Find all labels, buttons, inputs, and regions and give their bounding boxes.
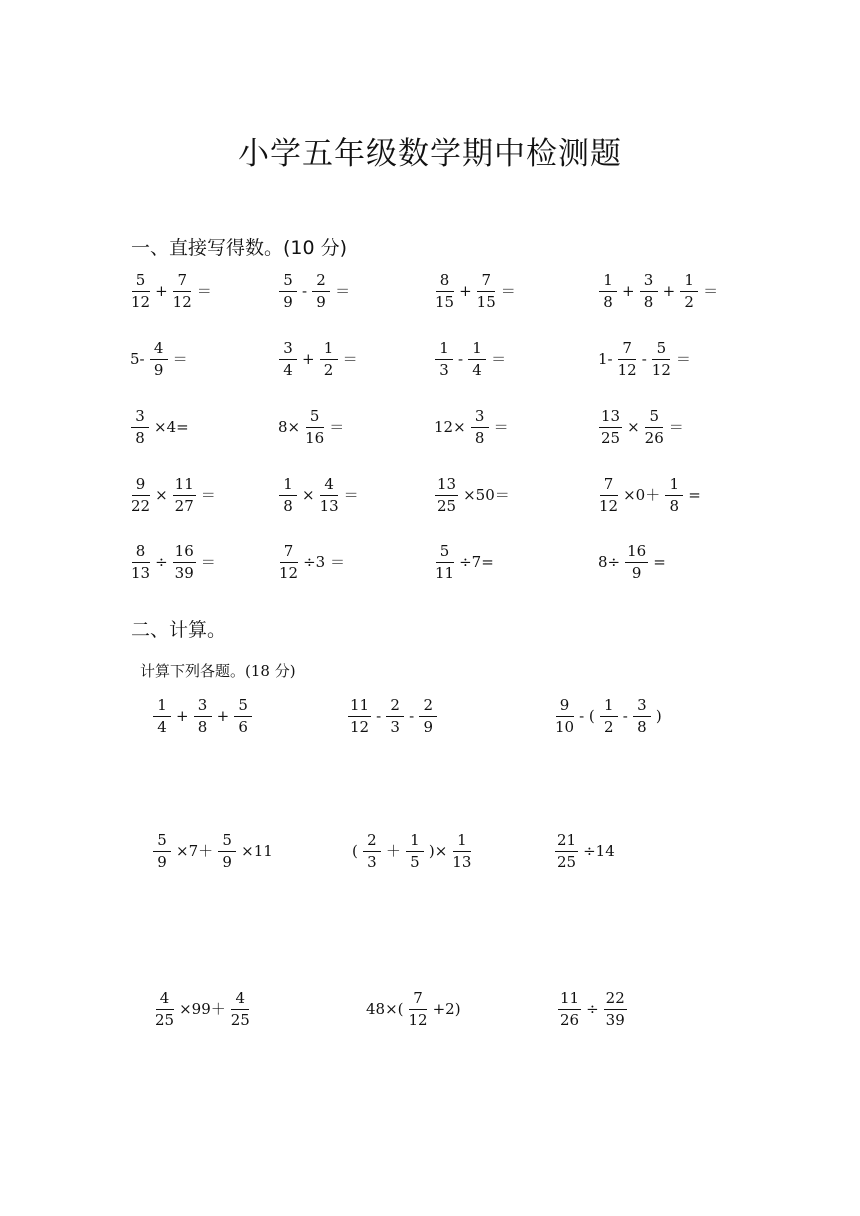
numerator: 3: [131, 409, 149, 428]
problem-17: [128, 544, 218, 581]
operator-text: ＝: [668, 418, 684, 436]
fraction: [131, 273, 150, 310]
calc-problem-3: [552, 698, 664, 735]
problem-3: [432, 273, 518, 310]
operator-text: ×4=: [154, 418, 189, 436]
fraction: [471, 409, 489, 446]
fraction: [419, 698, 437, 735]
denominator: 9: [316, 293, 326, 311]
fraction: [640, 273, 658, 310]
problem-16: [596, 477, 703, 514]
operator-text: +: [622, 282, 635, 300]
fraction: [599, 477, 618, 514]
fraction: [468, 341, 486, 378]
denominator: 13: [452, 853, 472, 871]
fraction: [435, 477, 458, 514]
denominator: 27: [174, 497, 194, 515]
denominator: 4: [283, 361, 293, 379]
problem-7: [432, 341, 508, 378]
operator-text: ÷: [155, 553, 168, 571]
operator-text: -: [376, 707, 382, 725]
numerator: 8: [436, 273, 454, 292]
denominator: 6: [238, 718, 248, 736]
denominator: 13: [319, 497, 339, 515]
operator-text: ): [655, 707, 662, 725]
operator-text: =: [653, 553, 666, 571]
operator-text: ÷3 ＝: [303, 553, 345, 571]
operator-text: +: [176, 707, 189, 725]
fraction: [155, 991, 174, 1028]
fraction: [153, 698, 171, 735]
fraction: [279, 273, 297, 310]
denominator: 2: [604, 718, 614, 736]
operator-text: -: [302, 282, 308, 300]
numerator: 9: [556, 698, 574, 717]
operator-text: 5-: [130, 350, 145, 368]
operator-text: +: [216, 707, 230, 725]
fraction: [665, 477, 683, 514]
numerator: 16: [625, 544, 648, 563]
denominator: 9: [222, 853, 232, 871]
problem-4: [596, 273, 720, 310]
fraction: [131, 409, 149, 446]
problem-19: [432, 544, 496, 581]
denominator: 9: [157, 853, 167, 871]
numerator: 5: [279, 273, 297, 292]
fraction: [173, 477, 196, 514]
fraction: [320, 341, 338, 378]
problem-2: [276, 273, 352, 310]
denominator: 9: [283, 293, 293, 311]
numerator: 7: [173, 273, 191, 292]
fraction: [435, 341, 453, 378]
denominator: 15: [476, 293, 496, 311]
operator-text: ＋: [385, 842, 401, 860]
denominator: 9: [631, 564, 642, 582]
fraction: [555, 833, 578, 870]
fraction: [348, 698, 371, 735]
operator-text: ×50＝: [463, 486, 510, 504]
numerator: 2: [386, 698, 404, 717]
denominator: 12: [350, 718, 370, 736]
fraction: [305, 409, 324, 446]
numerator: 2: [363, 833, 381, 852]
operator-text: ×7＋: [176, 842, 214, 860]
operator-text: 8×: [278, 418, 301, 436]
operator-text: ＝: [335, 282, 351, 300]
numerator: 5: [153, 833, 171, 852]
operator-text: ÷: [586, 1000, 599, 1018]
numerator: 1: [453, 833, 471, 852]
denominator: 8: [474, 429, 485, 447]
operator-text: 12×: [434, 418, 466, 436]
fraction: [618, 341, 637, 378]
operator-text: +: [662, 282, 676, 300]
problem-14: [276, 477, 361, 514]
fraction: [386, 698, 404, 735]
denominator: 11: [435, 564, 455, 582]
operator-text: ＝: [329, 418, 345, 436]
operator-text: 8÷: [598, 553, 621, 571]
denominator: 22: [131, 497, 151, 515]
problem-11: [432, 409, 511, 446]
denominator: 9: [153, 361, 164, 379]
operator-text: ＝: [493, 418, 509, 436]
numerator: 3: [194, 698, 212, 717]
denominator: 4: [157, 718, 167, 736]
operator-text: ÷14: [583, 842, 615, 860]
fraction: [218, 833, 236, 870]
problem-9: [128, 409, 191, 446]
fraction: [231, 991, 250, 1028]
calc-problem-4: [150, 833, 275, 870]
section2-heading: 二、计算。: [131, 619, 227, 641]
operator-text: ＝: [675, 350, 691, 368]
fraction: [633, 698, 651, 735]
fraction: [194, 698, 212, 735]
fraction: [173, 273, 192, 310]
calc-problem-6: [552, 833, 617, 870]
denominator: 2: [323, 361, 334, 379]
fraction: [279, 544, 298, 581]
denominator: 3: [439, 361, 449, 379]
numerator: 2: [419, 698, 437, 717]
numerator: 8: [132, 544, 150, 563]
numerator: 11: [173, 477, 196, 496]
calc-problem-5: [350, 833, 474, 870]
denominator: 9: [423, 718, 434, 736]
problem-12: [596, 409, 686, 446]
denominator: 12: [408, 1011, 428, 1029]
fraction: [363, 833, 381, 870]
operator-text: ＝: [342, 350, 358, 368]
operator-text: ×99＋: [179, 1000, 226, 1018]
numerator: 5: [234, 698, 252, 717]
operator-text: ＝: [703, 282, 719, 300]
numerator: 16: [173, 544, 196, 563]
fraction: [406, 833, 424, 870]
denominator: 25: [601, 429, 621, 447]
operator-text: ×0＋: [623, 486, 661, 504]
fraction: [599, 409, 622, 446]
numerator: 1: [600, 698, 618, 717]
fraction: [435, 273, 454, 310]
denominator: 12: [599, 497, 619, 515]
numerator: 7: [477, 273, 495, 292]
problem-6: [276, 341, 360, 378]
problem-10: [276, 409, 346, 446]
numerator: 1: [468, 341, 486, 360]
numerator: 5: [218, 833, 236, 852]
denominator: 15: [435, 293, 455, 311]
denominator: 25: [155, 1011, 175, 1029]
operator-text: ＝: [196, 282, 212, 300]
fraction: [279, 341, 297, 378]
denominator: 16: [305, 429, 325, 447]
numerator: 5: [645, 409, 663, 428]
problem-20: [596, 544, 668, 581]
numerator: 11: [348, 698, 371, 717]
operator-text: ÷7=: [459, 553, 494, 571]
fraction: [409, 991, 428, 1028]
page-title: 小学五年级数学期中检测题: [238, 136, 622, 172]
operator-text: )×: [428, 842, 448, 860]
operator-text: ＝: [200, 486, 216, 504]
calc-problem-2: [345, 698, 440, 735]
fraction: [625, 544, 648, 581]
operator-text: ＝: [172, 350, 188, 368]
problem-15: [432, 477, 512, 514]
denominator: 5: [410, 853, 420, 871]
fraction: [312, 273, 330, 310]
operator-text: ＝: [343, 486, 359, 504]
numerator: 5: [132, 273, 150, 292]
fraction: [555, 698, 574, 735]
denominator: 26: [560, 1011, 580, 1029]
fraction: [131, 544, 150, 581]
numerator: 1: [320, 341, 338, 360]
denominator: 39: [605, 1011, 625, 1029]
section2-subheading: 计算下列各题。(18 分): [140, 662, 296, 680]
operator-text: =: [688, 486, 701, 504]
denominator: 13: [131, 564, 151, 582]
operator-text: ×: [155, 486, 168, 504]
denominator: 12: [651, 361, 671, 379]
fraction: [153, 833, 171, 870]
numerator: 1: [406, 833, 424, 852]
problem-18: [276, 544, 347, 581]
fraction: [645, 409, 664, 446]
operator-text: ＝: [200, 553, 216, 571]
fraction: [604, 991, 627, 1028]
denominator: 12: [131, 293, 151, 311]
numerator: 9: [132, 477, 150, 496]
numerator: 21: [555, 833, 578, 852]
numerator: 3: [633, 698, 651, 717]
denominator: 12: [172, 293, 192, 311]
fraction: [150, 341, 168, 378]
operator-text: 1-: [598, 350, 613, 368]
operator-text: +: [302, 350, 315, 368]
fraction: [279, 477, 297, 514]
numerator: 1: [680, 273, 698, 292]
numerator: 3: [471, 409, 489, 428]
numerator: 4: [231, 991, 249, 1010]
numerator: 7: [600, 477, 618, 496]
denominator: 8: [283, 497, 293, 515]
denominator: 25: [557, 853, 577, 871]
denominator: 39: [174, 564, 194, 582]
numerator: 7: [618, 341, 636, 360]
operator-text: 48×(: [366, 1000, 404, 1018]
numerator: 4: [320, 477, 338, 496]
numerator: 1: [279, 477, 297, 496]
numerator: 7: [409, 991, 427, 1010]
fraction: [452, 833, 471, 870]
operator-text: (: [352, 842, 358, 860]
numerator: 1: [665, 477, 683, 496]
operator-text: +2): [432, 1000, 461, 1018]
numerator: 2: [312, 273, 330, 292]
denominator: 8: [669, 497, 679, 515]
numerator: 4: [156, 991, 174, 1010]
fraction: [234, 698, 252, 735]
denominator: 8: [197, 718, 208, 736]
fraction: [435, 544, 454, 581]
fraction: [173, 544, 196, 581]
fraction: [652, 341, 671, 378]
problem-13: [128, 477, 218, 514]
fraction: [680, 273, 698, 310]
operator-text: ×: [627, 418, 640, 436]
numerator: 1: [153, 698, 171, 717]
operator-text: -: [622, 707, 628, 725]
denominator: 8: [603, 293, 613, 311]
denominator: 8: [637, 718, 647, 736]
fraction: [320, 477, 339, 514]
denominator: 3: [390, 718, 400, 736]
calc-problem-7: [152, 991, 253, 1028]
problem-1: [128, 273, 214, 310]
numerator: 3: [279, 341, 297, 360]
operator-text: - (: [579, 707, 595, 725]
fraction: [600, 698, 618, 735]
numerator: 5: [306, 409, 324, 428]
denominator: 8: [643, 293, 654, 311]
numerator: 22: [604, 991, 627, 1010]
numerator: 1: [599, 273, 617, 292]
numerator: 13: [435, 477, 458, 496]
operator-text: +: [459, 282, 472, 300]
operator-text: ＝: [500, 282, 516, 300]
calc-problem-9: [555, 991, 630, 1028]
problem-8: [596, 341, 693, 378]
numerator: 1: [435, 341, 453, 360]
denominator: 25: [437, 497, 457, 515]
denominator: 12: [617, 361, 637, 379]
fraction: [477, 273, 496, 310]
denominator: 12: [279, 564, 299, 582]
numerator: 5: [652, 341, 670, 360]
numerator: 3: [640, 273, 658, 292]
denominator: 3: [367, 853, 377, 871]
operator-text: ×11: [241, 842, 273, 860]
denominator: 10: [555, 718, 575, 736]
problem-5: [128, 341, 190, 378]
fraction: [558, 991, 581, 1028]
calc-problem-8: [364, 991, 463, 1028]
operator-text: -: [458, 350, 464, 368]
denominator: 2: [684, 293, 694, 311]
fraction: [131, 477, 150, 514]
denominator: 25: [230, 1011, 250, 1029]
operator-text: -: [409, 707, 415, 725]
calc-problem-1: [150, 698, 255, 735]
fraction: [599, 273, 617, 310]
operator-text: -: [641, 350, 647, 368]
operator-text: ×: [302, 486, 315, 504]
denominator: 4: [472, 361, 482, 379]
numerator: 5: [436, 544, 454, 563]
numerator: 11: [558, 991, 581, 1010]
numerator: 4: [150, 341, 168, 360]
numerator: 7: [280, 544, 298, 563]
numerator: 13: [599, 409, 622, 428]
section1-heading: 一、直接写得数。(10 分): [131, 237, 348, 259]
denominator: 8: [135, 429, 145, 447]
operator-text: +: [155, 282, 168, 300]
denominator: 26: [644, 429, 664, 447]
operator-text: ＝: [491, 350, 507, 368]
